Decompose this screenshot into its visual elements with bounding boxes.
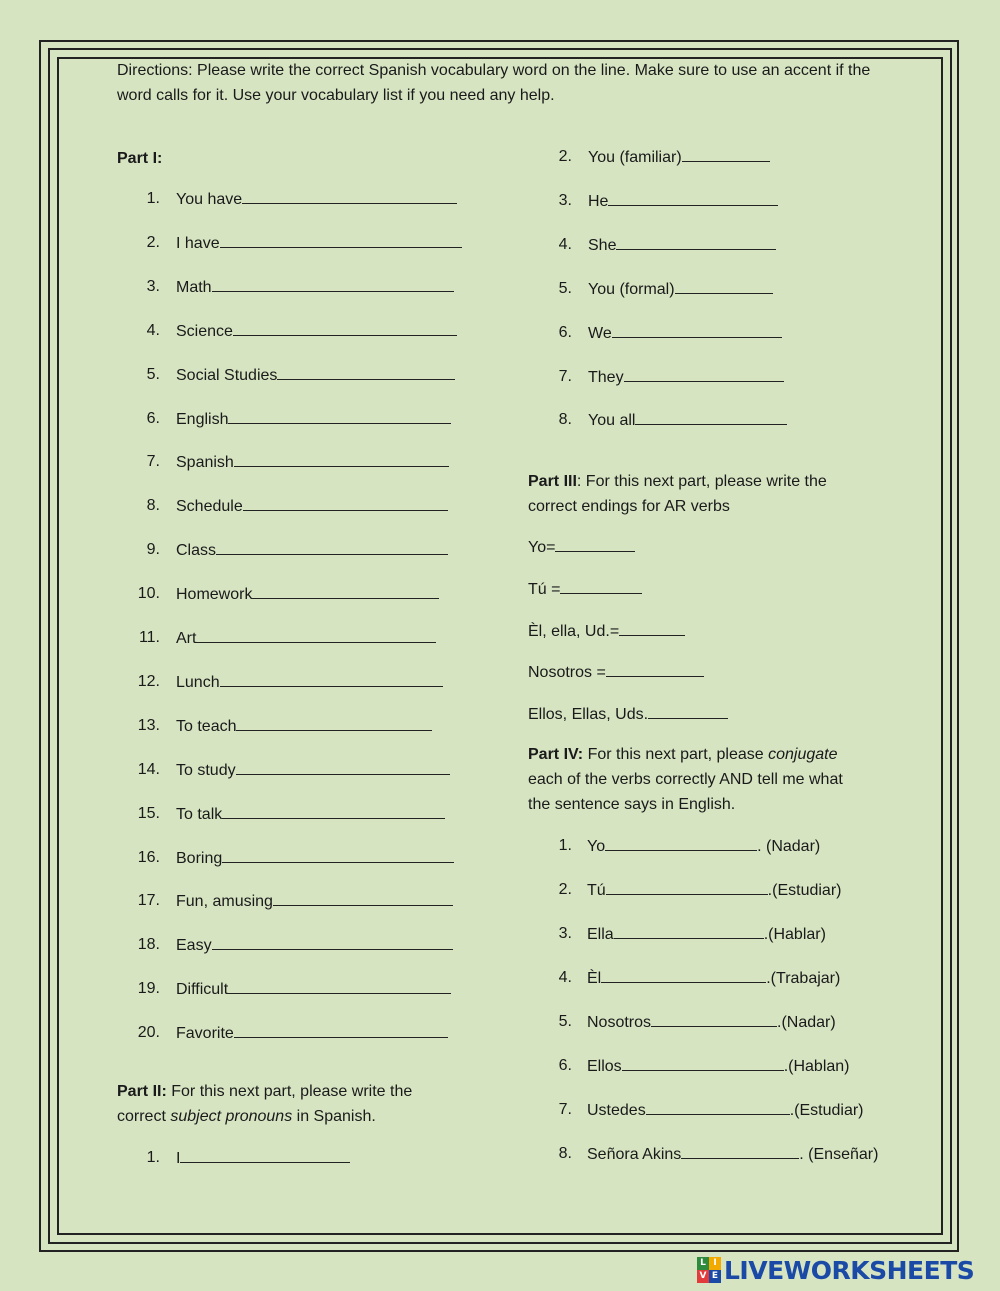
answer-blank[interactable] xyxy=(608,190,778,206)
part3-item xyxy=(528,578,642,601)
part1-item xyxy=(176,890,453,913)
answer-blank[interactable] xyxy=(622,1055,784,1071)
part4-item-label: Èl xyxy=(587,970,602,987)
part2-item-number: 1. xyxy=(146,1149,160,1166)
part2-item-label: We xyxy=(588,325,612,342)
part1-item xyxy=(176,715,432,738)
answer-blank[interactable] xyxy=(216,539,448,555)
part4-item-label: Yo xyxy=(587,838,606,855)
logo-icon xyxy=(697,1257,721,1283)
answer-blank[interactable] xyxy=(234,1022,448,1038)
part2-intro-after: in Spanish. xyxy=(292,1108,376,1125)
answer-blank[interactable] xyxy=(242,188,457,204)
answer-blank[interactable] xyxy=(651,1011,777,1027)
part3-item xyxy=(528,661,704,684)
part3-item xyxy=(528,536,635,559)
part1-item-number: 10. xyxy=(137,585,160,603)
part4-item xyxy=(587,835,820,858)
answer-blank[interactable] xyxy=(606,879,768,895)
answer-blank[interactable] xyxy=(180,1147,350,1163)
part1-item-label: Social Studies xyxy=(176,366,278,384)
part4-item-label: Señora Akins xyxy=(587,1146,682,1163)
part2-item-label: You all xyxy=(588,412,636,429)
part4-intro-em: conjugate xyxy=(768,746,838,763)
part2-item-number: 3. xyxy=(558,192,572,209)
part4-item-number: 2. xyxy=(558,881,572,898)
part4-intro-after: each of the verbs correctly AND tell me what the sentence says in English. xyxy=(528,771,843,813)
logo-icon-letter: L xyxy=(697,1257,709,1270)
liveworksheets-logo xyxy=(697,1254,974,1286)
part2-item xyxy=(588,322,782,345)
part2-item-number: 6. xyxy=(558,324,572,341)
answer-blank[interactable] xyxy=(601,967,766,983)
part1-item-number: 11. xyxy=(138,629,160,646)
part2-heading: Part II: xyxy=(117,1083,167,1100)
part1-item xyxy=(176,1022,448,1045)
part1-item xyxy=(176,451,449,474)
answer-blank[interactable] xyxy=(648,703,728,719)
part1-item-number: 15. xyxy=(137,804,160,822)
part1-item-number: 19. xyxy=(137,980,160,998)
part1-item-label: Easy xyxy=(176,937,212,955)
part2-item-number: 5. xyxy=(558,280,572,297)
directions-text: Directions: Please write the correct Spanish vocabulary word on the line. Make sure to use an accent if the word calls for it. Use your vocabulary list if you need any help. xyxy=(117,62,871,104)
part4-heading: Part IV: xyxy=(528,746,584,763)
answer-blank[interactable] xyxy=(228,978,451,994)
part4-item-number: 3. xyxy=(558,925,572,942)
part1-item-number: 12. xyxy=(137,672,160,690)
logo-text: LIVEWORKSHEETS xyxy=(724,1255,975,1285)
part3-item-label: Ellos, Ellas, Uds. xyxy=(528,706,649,723)
part3-heading: Part III xyxy=(528,473,577,490)
part2-intro xyxy=(117,1079,447,1129)
part1-item xyxy=(176,320,457,343)
answer-blank[interactable] xyxy=(212,276,454,292)
part1-item xyxy=(176,803,445,826)
part1-item-number: 18. xyxy=(137,936,160,954)
answer-blank[interactable] xyxy=(212,934,453,950)
part4-item-number: 1. xyxy=(558,837,572,854)
answer-blank[interactable] xyxy=(243,495,448,511)
part1-item-number: 2. xyxy=(146,233,160,251)
answer-blank[interactable] xyxy=(646,1099,790,1115)
answer-blank[interactable] xyxy=(616,234,776,250)
part1-item xyxy=(176,978,451,1001)
part1-item-number: 9. xyxy=(146,541,160,559)
answer-blank[interactable] xyxy=(220,671,443,687)
part1-item-label: Lunch xyxy=(176,673,220,691)
part1-item xyxy=(176,759,450,782)
part2-item-number: 7. xyxy=(558,368,572,385)
answer-blank[interactable] xyxy=(273,890,453,906)
part1-item-number: 16. xyxy=(137,848,160,866)
part3-item-label: Tú = xyxy=(528,581,561,598)
part4-item xyxy=(587,1011,836,1034)
part2-item xyxy=(176,1147,350,1170)
part4-item-label: Ellos xyxy=(587,1058,622,1075)
part4-item-verb-hint: .(Hablar) xyxy=(763,926,826,943)
part1-item xyxy=(176,539,448,562)
part2-item-label: I xyxy=(176,1150,181,1167)
part4-item xyxy=(587,967,840,990)
part2-item-number: 2. xyxy=(558,148,572,165)
answer-blank[interactable] xyxy=(233,320,457,336)
part1-item xyxy=(176,495,448,518)
part2-item-number: 8. xyxy=(558,411,572,428)
answer-blank[interactable] xyxy=(614,923,764,939)
part1-item-label: Boring xyxy=(176,849,223,867)
part1-item xyxy=(176,188,457,211)
part2-item xyxy=(588,234,776,257)
part1-item-number: 3. xyxy=(146,277,160,295)
part2-item xyxy=(588,146,770,169)
part1-item xyxy=(176,408,451,431)
part1-item xyxy=(176,583,439,606)
part1-item-label: To teach xyxy=(176,717,237,735)
part1-item-label: Art xyxy=(176,630,197,647)
part2-item-label: You (formal) xyxy=(588,281,675,298)
part4-item-number: 6. xyxy=(558,1057,572,1074)
part4-item xyxy=(587,1099,864,1122)
answer-blank[interactable] xyxy=(681,1143,799,1159)
part2-item-label: They xyxy=(588,369,624,386)
part1-item-label: Fun, amusing xyxy=(176,893,273,911)
part4-item-verb-hint: .(Nadar) xyxy=(777,1014,836,1031)
part1-item-number: 13. xyxy=(137,716,160,734)
part1-item-number: 14. xyxy=(137,760,160,778)
part1-item-label: Favorite xyxy=(176,1025,234,1043)
part1-item-number: 17. xyxy=(137,892,160,910)
part4-item-number: 5. xyxy=(558,1013,572,1030)
part1-item-number: 7. xyxy=(146,453,160,471)
part4-item-verb-hint: .(Hablan) xyxy=(783,1058,850,1075)
part4-item-verb-hint: .(Trabajar) xyxy=(766,970,841,987)
answer-blank[interactable] xyxy=(236,759,450,775)
part4-intro-before: For this next part, please xyxy=(583,746,769,763)
part1-item xyxy=(176,847,454,870)
part3-item-label: Nosotros = xyxy=(528,664,606,681)
part3-intro xyxy=(528,469,858,519)
part1-item-number: 6. xyxy=(146,409,160,427)
part4-item xyxy=(587,1143,878,1166)
answer-blank[interactable] xyxy=(619,620,685,636)
part4-item-label: Nosotros xyxy=(587,1014,652,1031)
answer-blank[interactable] xyxy=(682,146,770,162)
part2-item xyxy=(588,366,784,389)
part3-item xyxy=(528,703,728,726)
part4-item-label: Tú xyxy=(587,882,606,899)
answer-blank[interactable] xyxy=(555,536,635,552)
part1-item-number: 20. xyxy=(137,1024,160,1042)
part1-heading: Part I: xyxy=(117,150,163,167)
part1-item-label: Spanish xyxy=(176,454,234,472)
part1-item-number: 4. xyxy=(146,321,160,339)
answer-blank[interactable] xyxy=(222,847,454,863)
answer-blank[interactable] xyxy=(252,583,439,599)
answer-blank[interactable] xyxy=(228,408,451,424)
part2-item xyxy=(588,409,787,432)
part4-item xyxy=(587,1055,850,1078)
part1-item-label: Difficult xyxy=(176,981,229,999)
part1-item-number: 5. xyxy=(146,365,160,383)
part2-item-label: He xyxy=(588,193,609,210)
part2-intro-before: For this next part, please write the correct xyxy=(117,1083,413,1125)
part1-item-label: To talk xyxy=(176,805,223,823)
part1-item xyxy=(176,364,455,387)
answer-blank[interactable] xyxy=(196,627,436,643)
part4-item xyxy=(587,879,841,902)
part4-intro xyxy=(528,742,868,817)
part2-intro-em: subject pronouns xyxy=(170,1108,293,1125)
logo-icon-letter: I xyxy=(709,1257,721,1270)
part4-item xyxy=(587,923,826,946)
answer-blank[interactable] xyxy=(624,366,784,382)
answer-blank[interactable] xyxy=(220,232,462,248)
part2-item-label: She xyxy=(588,237,617,254)
part3-item-label: Yo= xyxy=(528,539,556,556)
logo-icon-letter: E xyxy=(709,1270,721,1283)
part4-item-verb-hint: .(Estudiar) xyxy=(789,1102,864,1119)
part4-item-number: 8. xyxy=(558,1145,572,1162)
part2-item xyxy=(588,190,778,213)
part1-item xyxy=(176,627,436,650)
part3-item xyxy=(528,620,685,643)
answer-blank[interactable] xyxy=(635,409,787,425)
answer-blank[interactable] xyxy=(675,278,773,294)
answer-blank[interactable] xyxy=(277,364,455,380)
part1-item-label: Class xyxy=(176,542,217,560)
answer-blank[interactable] xyxy=(606,661,704,677)
answer-blank[interactable] xyxy=(605,835,757,851)
part4-item-label: Ella xyxy=(587,926,614,943)
answer-blank[interactable] xyxy=(222,803,445,819)
part4-item-number: 4. xyxy=(558,969,572,986)
answer-blank[interactable] xyxy=(236,715,432,731)
part1-item-number: 1. xyxy=(146,190,160,207)
logo-icon-letter: V xyxy=(697,1270,709,1283)
part1-item xyxy=(176,671,443,694)
part1-item-label: Math xyxy=(176,278,212,296)
part1-item xyxy=(176,934,453,957)
answer-blank[interactable] xyxy=(560,578,642,594)
part1-item-label: Schedule xyxy=(176,498,243,516)
part3-intro-text: : For this next part, please write the correct endings for AR verbs xyxy=(528,473,827,515)
part1-item-label: To study xyxy=(176,761,236,779)
part1-item-label: English xyxy=(176,410,229,428)
part4-item-verb-hint: .(Estudiar) xyxy=(767,882,842,899)
answer-blank[interactable] xyxy=(612,322,782,338)
part4-item-label: Ustedes xyxy=(587,1102,646,1119)
part1-item xyxy=(176,232,462,255)
answer-blank[interactable] xyxy=(234,451,449,467)
part4-item-number: 7. xyxy=(558,1101,572,1118)
part1-item-label: Homework xyxy=(176,586,253,604)
part2-item xyxy=(588,278,773,301)
part2-item-number: 4. xyxy=(558,236,572,253)
part1-item-number: 8. xyxy=(146,497,160,515)
part3-item-label: Èl, ella, Ud.= xyxy=(528,623,620,640)
part4-item-verb-hint: . (Enseñar) xyxy=(799,1146,879,1163)
part4-item-verb-hint: . (Nadar) xyxy=(757,838,821,855)
part2-item-label: You (familiar) xyxy=(588,149,682,166)
part1-item-label: Science xyxy=(176,322,233,340)
part1-item-label: I have xyxy=(176,234,220,252)
part1-item-label: You have xyxy=(176,191,243,208)
part1-item xyxy=(176,276,454,299)
